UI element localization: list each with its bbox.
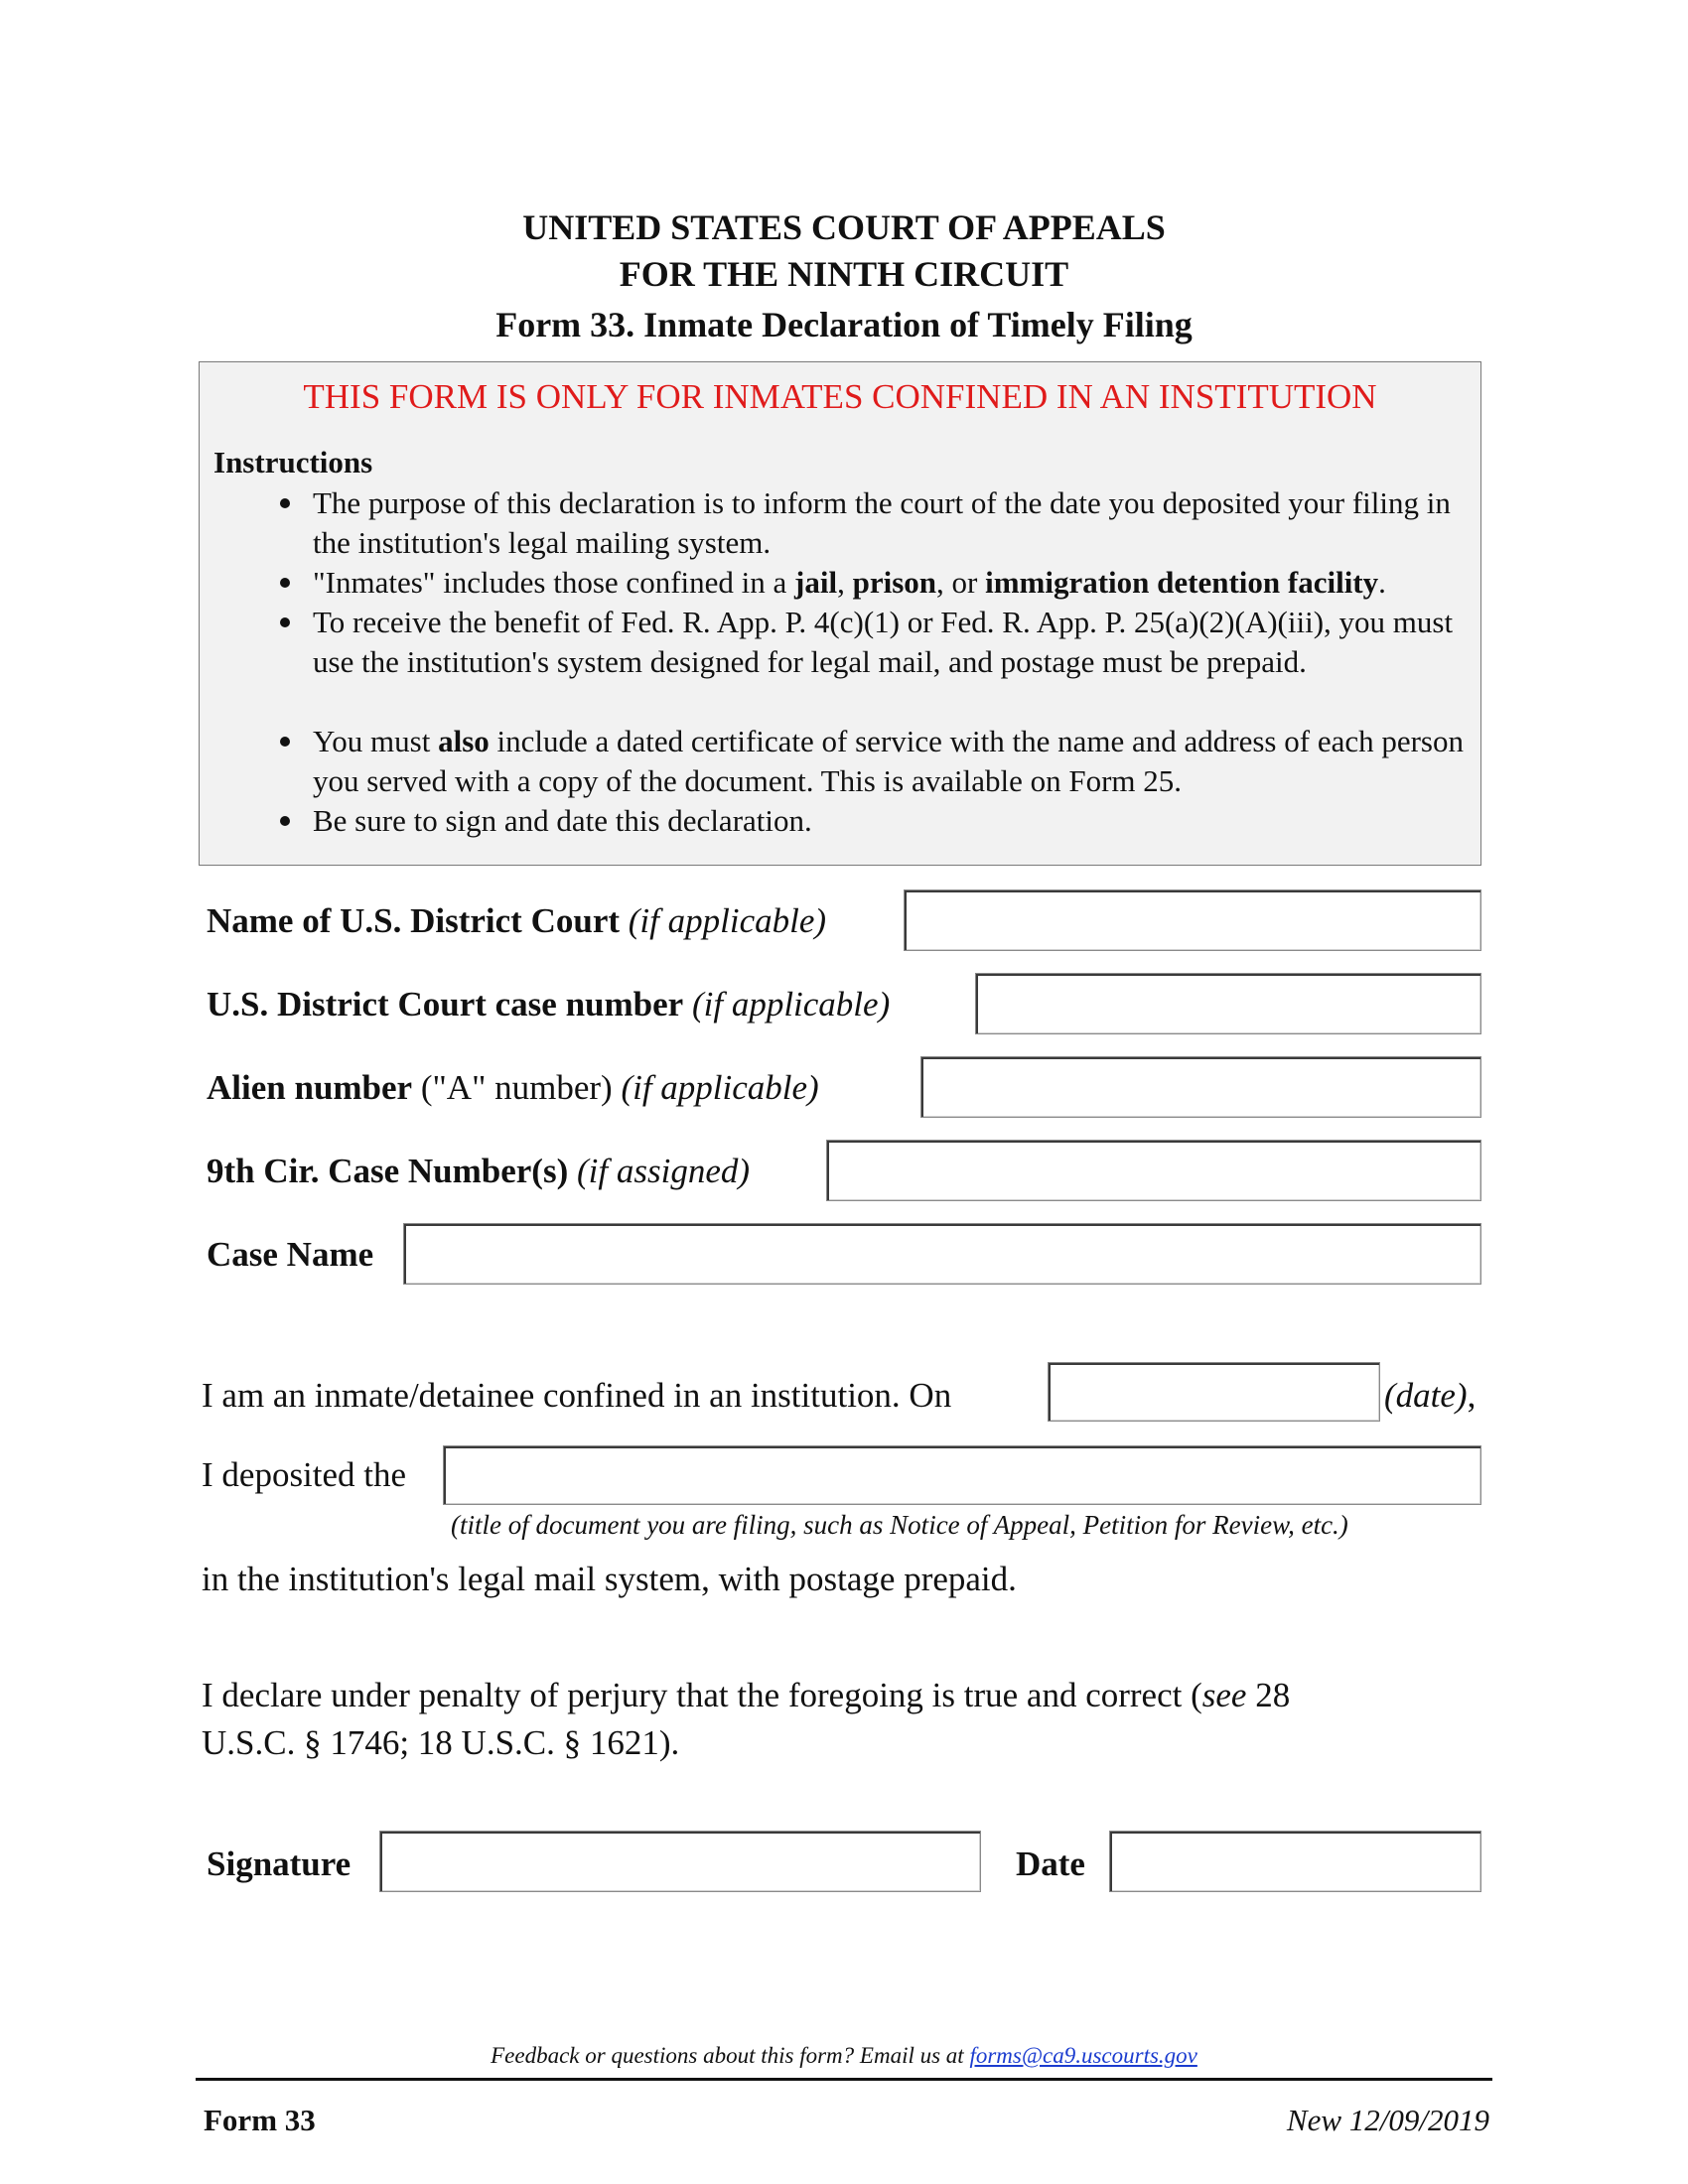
date-label	[1016, 1844, 1085, 1884]
perjury-statement-line1	[202, 1676, 1290, 1715]
court-name-line2: FOR THE NINTH CIRCUIT	[619, 254, 1069, 294]
ninth-cir-case-label	[207, 1152, 750, 1191]
district-court-label	[207, 901, 826, 941]
instruction-item	[313, 483, 1475, 563]
instruction-emphasis: immigration detention facility	[985, 565, 1379, 600]
perjury-see: see	[1201, 1676, 1247, 1714]
feedback-text: Feedback or questions about this form? Email us at	[491, 2043, 970, 2068]
alien-number-input[interactable]	[920, 1056, 1481, 1118]
form-revision-date: New 12/09/2019	[1286, 2103, 1489, 2137]
instruction-text: "Inmates" includes those confined in a	[313, 565, 795, 600]
instruction-emphasis: also	[438, 724, 490, 758]
date-suffix-text: (date)	[1384, 1376, 1468, 1415]
case-name-label	[207, 1235, 373, 1275]
bullet-icon	[280, 816, 290, 826]
instruction-text: , or	[936, 565, 986, 600]
instruction-item	[313, 722, 1475, 801]
instruction-text: The purpose of this declaration is to inform the court of the date you deposited your filing in the institution's legal mailing system.	[313, 485, 1451, 560]
ninth-cir-case-label-text: 9th Cir. Case Number(s)	[207, 1152, 569, 1190]
court-name-line1: UNITED STATES COURT OF APPEALS	[522, 207, 1166, 247]
alien-number-label-text: Alien number	[207, 1068, 413, 1107]
bullet-icon	[280, 617, 290, 627]
ninth-cir-case-input[interactable]	[826, 1140, 1481, 1201]
ninth-cir-case-label-qualifier: (if assigned)	[577, 1152, 751, 1190]
document-title-input[interactable]	[443, 1445, 1481, 1505]
form-title: Form 33. Inmate Declaration of Timely Filing	[495, 305, 1193, 344]
feedback-note	[0, 2043, 1688, 2069]
alien-number-label	[207, 1068, 819, 1108]
declaration-line3: in the institution's legal mail system, with postage prepaid.	[202, 1560, 1017, 1598]
bullet-icon	[280, 578, 290, 588]
bullet-icon	[280, 737, 290, 747]
alien-number-label-qualifier: (if applicable)	[621, 1068, 819, 1107]
instruction-text: Be sure to sign and date this declaration.	[313, 803, 812, 838]
instruction-text: include a dated certificate of service with the name and address of each person you served with a copy of the document. This is available on Form 25.	[313, 724, 1464, 798]
instruction-text: To receive the benefit of Fed. R. App. P. 4(c)(1) or Fed. R. App. P. 25(a)(2)(A)(iii), you must use the institution's system designed for legal mail, and postage must be prepaid.	[313, 605, 1454, 679]
signature-label	[207, 1844, 351, 1884]
case-name-label-text: Case Name	[207, 1235, 374, 1274]
declaration-line2: I deposited the	[202, 1455, 407, 1494]
instruction-item	[313, 563, 1475, 603]
district-case-number-label	[207, 985, 890, 1024]
instructions-heading: Instructions	[213, 445, 373, 479]
deposit-date-input[interactable]	[1048, 1362, 1380, 1422]
district-case-number-input[interactable]	[975, 973, 1481, 1034]
district-court-label-qualifier: (if applicable)	[628, 901, 827, 940]
district-court-label-text: Name of U.S. District Court	[207, 901, 621, 940]
perjury-text: I declare under penalty of perjury that the foregoing is true and correct (	[202, 1676, 1202, 1714]
date-suffix-comma: ,	[1467, 1376, 1477, 1415]
signature-date-input[interactable]	[1109, 1831, 1481, 1892]
district-case-number-label-qualifier: (if applicable)	[691, 985, 891, 1024]
date-label-text: Date	[1016, 1844, 1085, 1883]
alien-number-label-note: ("A" number)	[412, 1068, 622, 1107]
instruction-item	[313, 801, 1475, 841]
instruction-text: ,	[837, 565, 853, 600]
instruction-emphasis: prison	[852, 565, 936, 600]
case-name-input[interactable]	[403, 1223, 1481, 1285]
signature-input[interactable]	[379, 1831, 981, 1892]
district-court-input[interactable]	[904, 889, 1481, 951]
instruction-text: You must	[313, 724, 439, 758]
footer-divider	[196, 2078, 1492, 2081]
feedback-email-link[interactable]: forms@ca9.uscourts.gov	[969, 2043, 1197, 2068]
declaration-line1: I am an inmate/detainee confined in an institution. On	[202, 1376, 952, 1415]
instruction-text: .	[1378, 565, 1386, 600]
signature-label-text: Signature	[207, 1844, 352, 1883]
district-case-number-label-text: U.S. District Court case number	[207, 985, 684, 1024]
instruction-item	[313, 603, 1475, 682]
instruction-emphasis: jail	[794, 565, 838, 600]
inmate-only-warning: THIS FORM IS ONLY FOR INMATES CONFINED IN AN INSTITUTION	[303, 377, 1377, 416]
form-id: Form 33	[204, 2103, 316, 2137]
date-suffix	[1384, 1376, 1476, 1416]
perjury-statement-line2: U.S.C. § 1746; 18 U.S.C. § 1621).	[202, 1723, 680, 1762]
bullet-icon	[280, 498, 290, 508]
perjury-text-cont: 28	[1246, 1676, 1291, 1714]
document-title-hint: (title of document you are filing, such as Notice of Appeal, Petition for Review, etc.)	[451, 1510, 1348, 1540]
